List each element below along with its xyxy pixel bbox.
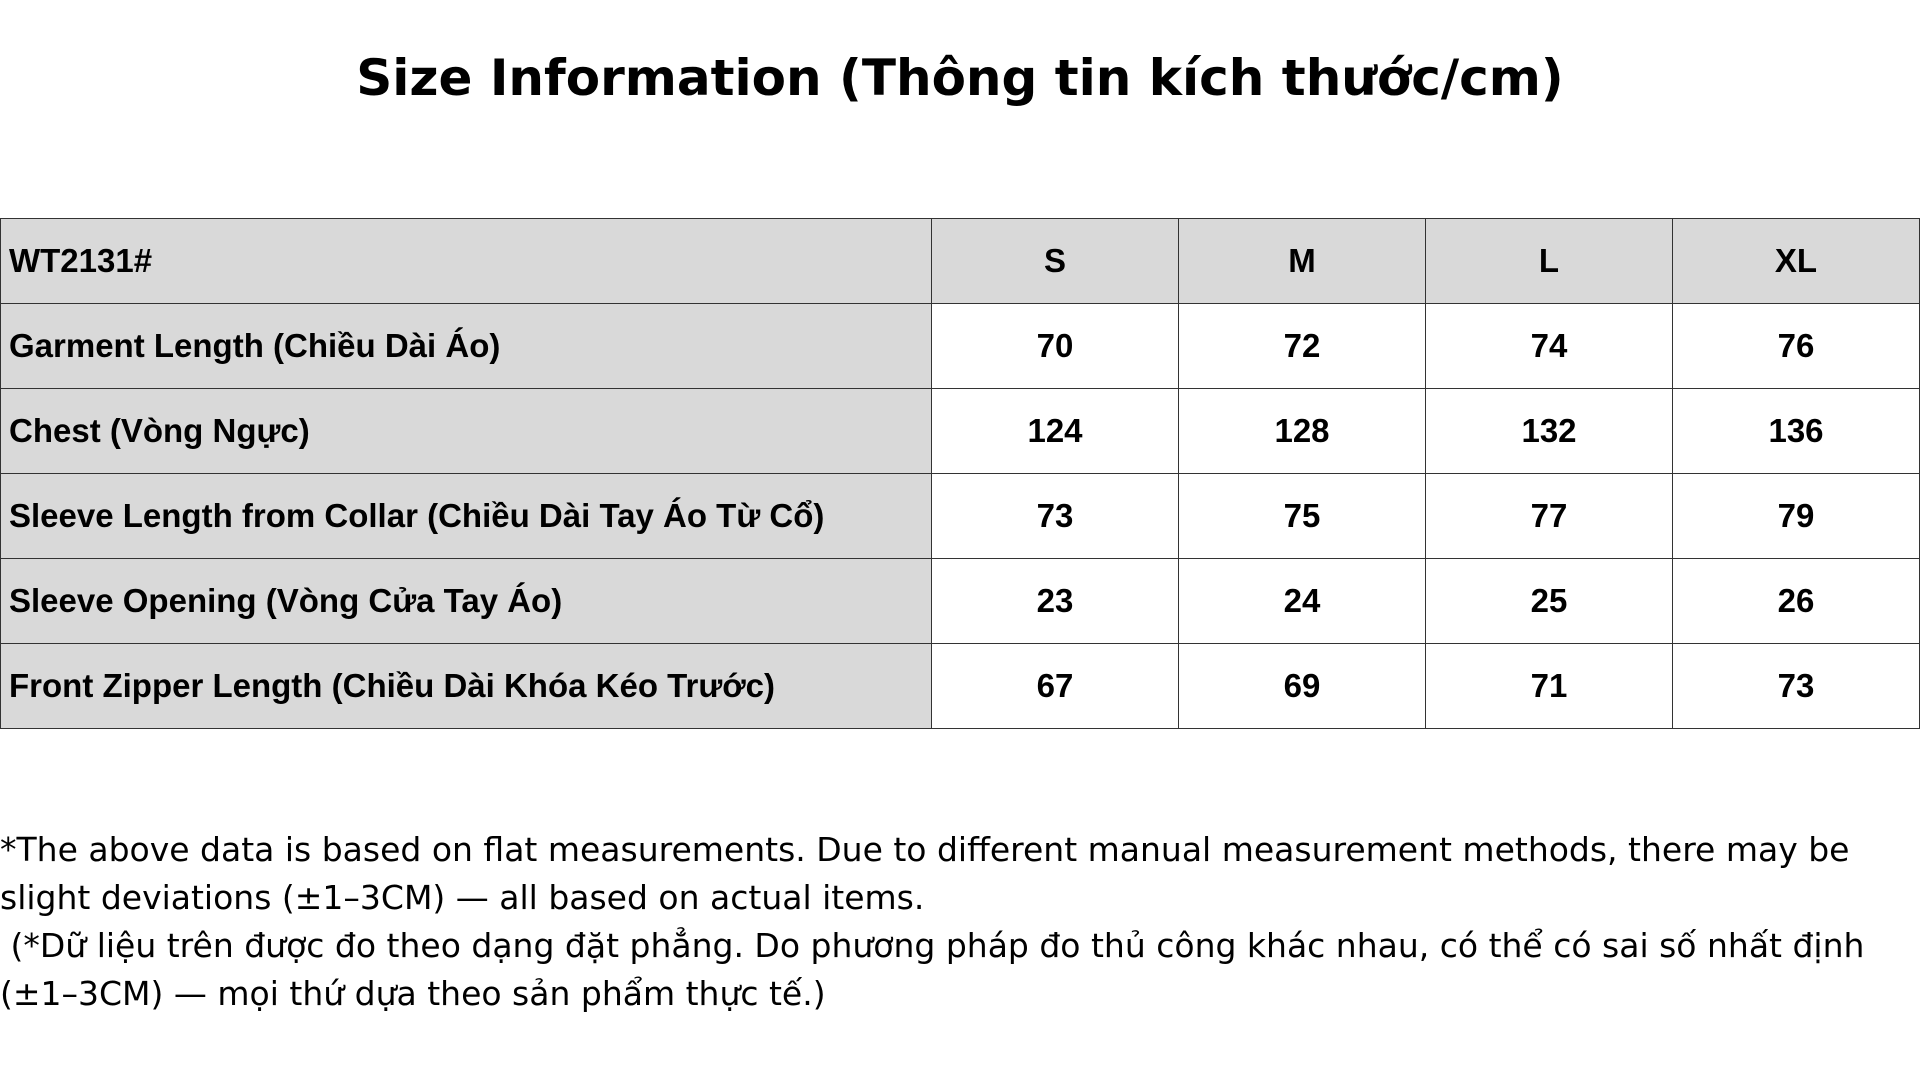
table-cell: 26: [1673, 559, 1920, 644]
table-cell: 24: [1179, 559, 1426, 644]
table-cell: 69: [1179, 644, 1426, 729]
row-label: Chest (Vòng Ngực): [1, 389, 932, 474]
table-header-row: [1, 219, 1920, 304]
table-cell: 71: [1426, 644, 1673, 729]
size-table: [0, 218, 1920, 729]
table-cell: 79: [1673, 474, 1920, 559]
table-cell: 132: [1426, 389, 1673, 474]
size-header-m: M: [1179, 219, 1426, 304]
table-cell: 70: [932, 304, 1179, 389]
page-title: Size Information (Thông tin kích thước/cm): [356, 49, 1564, 107]
note-vietnamese: (*Dữ liệu trên được đo theo dạng đặt phẳng. Do phương pháp đo thủ công khác nhau, có thể có sai số nhất định (±1–3CM) — mọi thứ dựa theo sản phẩm thực tế.): [0, 926, 1875, 1013]
table-cell: 25: [1426, 559, 1673, 644]
table-cell: 67: [932, 644, 1179, 729]
table-row: [1, 474, 1920, 559]
table-cell: 72: [1179, 304, 1426, 389]
table-cell: 73: [1673, 644, 1920, 729]
row-label: Sleeve Length from Collar (Chiều Dài Tay Áo Từ Cổ): [1, 474, 932, 559]
row-label: Front Zipper Length (Chiều Dài Khóa Kéo Trước): [1, 644, 932, 729]
table-cell: 77: [1426, 474, 1673, 559]
size-header-s: S: [932, 219, 1179, 304]
note-english: *The above data is based on flat measurements. Due to different manual measurement methods, there may be slight deviations (±1–3CM) — all based on actual items.: [0, 830, 1860, 917]
table-row: [1, 304, 1920, 389]
table-cell: 23: [932, 559, 1179, 644]
model-number: WT2131#: [1, 219, 932, 304]
table-cell: 73: [932, 474, 1179, 559]
table-cell: 136: [1673, 389, 1920, 474]
table-row: [1, 389, 1920, 474]
size-header-xl: XL: [1673, 219, 1920, 304]
row-label: Sleeve Opening (Vòng Cửa Tay Áo): [1, 559, 932, 644]
table-cell: 76: [1673, 304, 1920, 389]
table-row: [1, 559, 1920, 644]
table-cell: 74: [1426, 304, 1673, 389]
table-row: [1, 644, 1920, 729]
size-header-l: L: [1426, 219, 1673, 304]
table-cell: 75: [1179, 474, 1426, 559]
table-cell: 124: [932, 389, 1179, 474]
table-cell: 128: [1179, 389, 1426, 474]
row-label: Garment Length (Chiều Dài Áo): [1, 304, 932, 389]
measurement-notes: [0, 826, 1916, 1018]
